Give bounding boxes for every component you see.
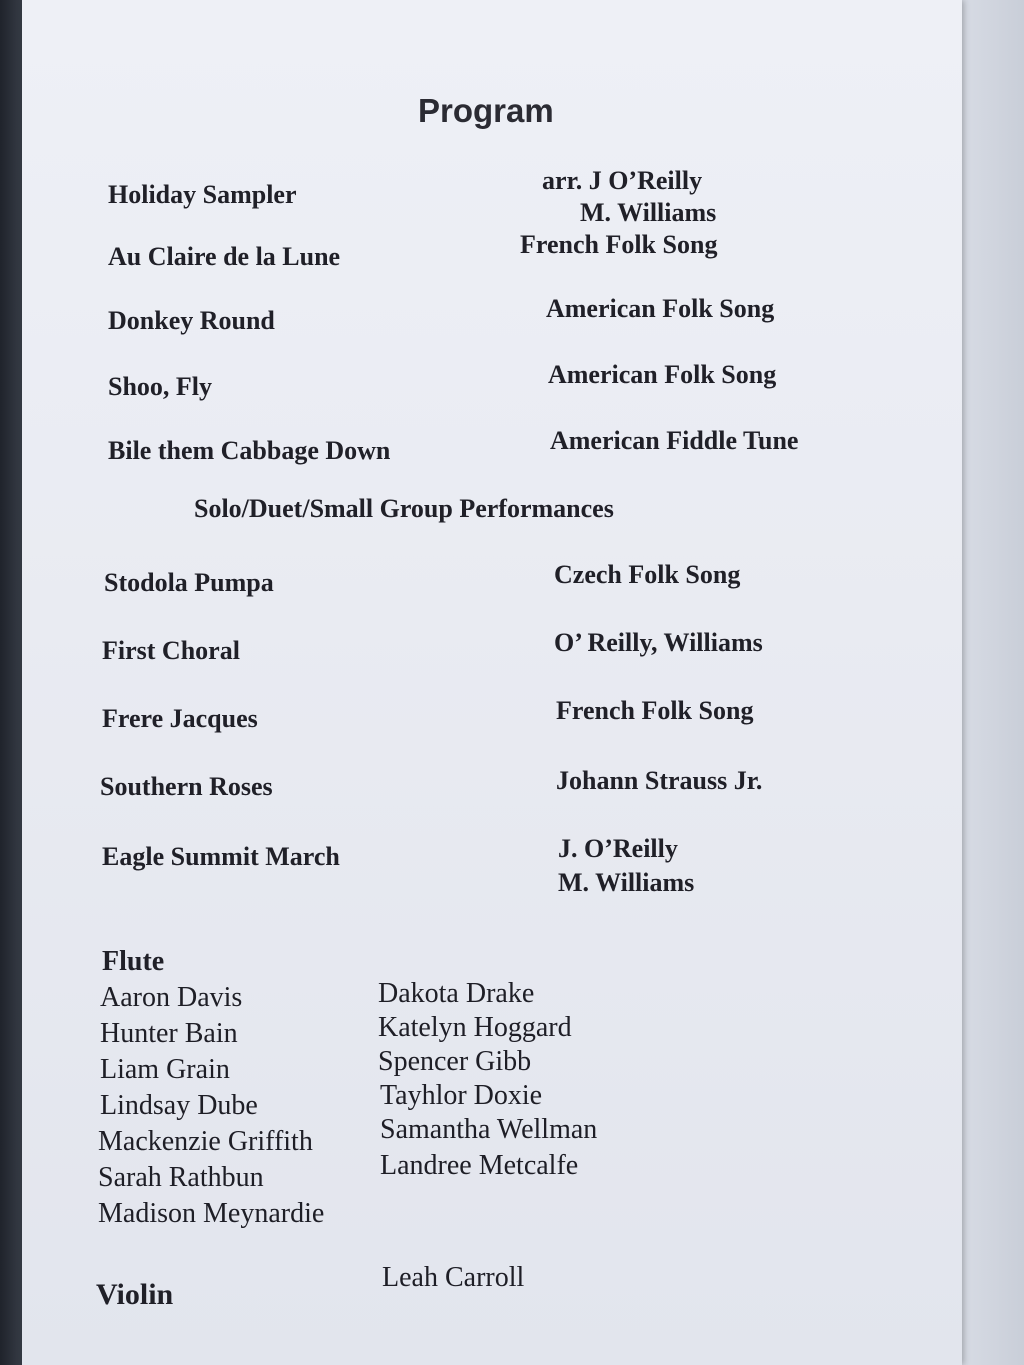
roster-name: Aaron Davis [100,982,243,1013]
piece-title: First Choral [102,636,240,665]
piece-composer: French Folk Song [520,230,718,259]
roster-name: Mackenzie Griffith [98,1126,313,1157]
piece-title: Shoo, Fly [108,372,213,401]
piece-title: Holiday Sampler [108,180,297,209]
piece-composer: J. O’Reilly [558,834,678,863]
piece-composer: Czech Folk Song [554,560,741,589]
roster-name: Dakota Drake [378,978,535,1009]
piece-composer: American Folk Song [548,360,777,389]
piece-composer: American Folk Song [546,294,775,323]
piece-composer: O’ Reilly, Williams [554,628,763,657]
piece-composer: Johann Strauss Jr. [556,766,763,795]
roster-heading-violin: Violin [96,1278,174,1311]
roster-name: Liam Grain [100,1054,230,1085]
piece-composer: arr. J O’Reilly [542,166,703,195]
roster-name: Lindsay Dube [100,1090,258,1121]
roster-name: Tayhlor Doxie [380,1080,543,1111]
piece-title: Donkey Round [108,306,275,335]
piece-title: Bile them Cabbage Down [108,436,391,465]
piece-composer: M. Williams [558,868,695,897]
roster-name: Spencer Gibb [378,1046,532,1077]
program-title: Program [418,92,554,129]
roster-name: Landree Metcalfe [380,1150,579,1181]
piece-composer: American Fiddle Tune [550,426,799,455]
roster-name: Leah Carroll [382,1262,525,1293]
piece-title: Southern Roses [100,772,273,801]
roster-name: Sarah Rathbun [98,1162,264,1193]
piece-title: Au Claire de la Lune [108,242,341,271]
section-heading: Solo/Duet/Small Group Performances [194,494,614,523]
roster-name: Katelyn Hoggard [378,1012,572,1043]
roster-name: Samantha Wellman [380,1114,598,1145]
piece-composer: French Folk Song [556,696,754,725]
piece-title: Frere Jacques [102,704,258,733]
roster-name: Madison Meynardie [98,1198,325,1229]
piece-composer: M. Williams [580,198,717,227]
program-content [22,0,962,1365]
program-page [22,0,962,1365]
piece-title: Stodola Pumpa [104,568,274,597]
roster-heading-flute: Flute [102,946,165,977]
roster-name: Hunter Bain [100,1018,238,1049]
backdrop-right [954,0,1024,1365]
piece-title: Eagle Summit March [102,842,340,871]
